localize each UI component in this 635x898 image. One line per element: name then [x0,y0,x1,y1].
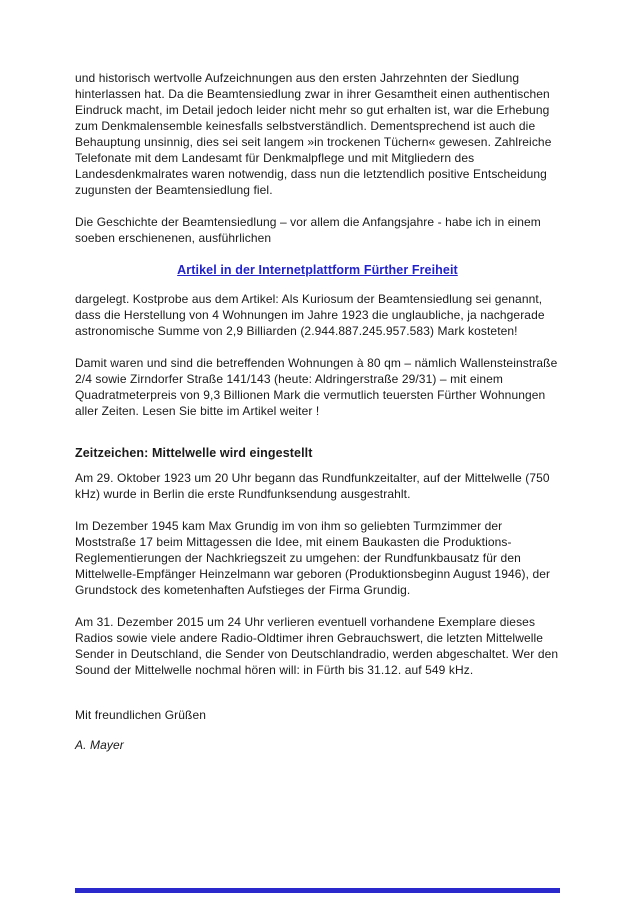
section-paragraph-3: Am 31. Dezember 2015 um 24 Uhr verlieren eventuell vorhandene Exemplare dieses Radios sowie viele andere Radio-Oldtimer ihren Gebrauchswert, die letzten Mittelwelle Sender in Deutschland, die Sender von Deutschlandradio, werden abgeschaltet. Wer den Sound der Mittelwelle nochmal hören will: in Fürth bis 31.12. auf 549 kHz. [75,615,559,677]
footer-divider-bar [75,888,560,893]
intro-paragraph-1: und historisch wertvolle Aufzeichnungen aus den ersten Jahrzehnten der Siedlung hinterlassen hat. Da die Beamtensiedlung zwar in ihrer Gesamtheit einen authentischen Eindruck macht, im Detail jedoch leider nicht mehr so gut erhalten ist, war die Erhebung zum Denkmalensemble keinesfalls selbstverständlich. Dementsprechend ist auch die Behauptung unsinnig, dies sei seit langem »in trockenen Tüchern« gewesen. Zahlreiche Telefonate mit dem Landesamt für Denkmalpflege und mit Mitgliedern des Landesdenkmalrates waren notwendig, dass nun die letztendlich positive Entscheidung zugunsten der Beamtensiedlung fiel. [75,71,552,197]
section-heading: Zeitzeichen: Mittelwelle wird eingestellt [75,446,313,460]
signature: A. Mayer [75,738,124,752]
section-paragraph-1: Am 29. Oktober 1923 um 20 Uhr begann das Rundfunkzeitalter, auf der Mittelwelle (750 kHz) wurde in Berlin die erste Rundfunksendung ausgestrahlt. [75,471,550,501]
closing-salutation: Mit freundlichen Grüßen [75,708,207,722]
link-line [75,262,560,278]
section-paragraph-2: Im Dezember 1945 kam Max Grundig im von ihm so geliebten Turmzimmer der Moststraße 17 beim Mittagessen die Idee, mit einem Baukasten die Produktions-Reglementierungen der Nachkriegszeit zu umgehen: der Rundfunkbausatz für den Mittelwelle-Empfänger Heinzelmann war geboren (Produktionsbeginn August 1946), der Grundstock des kometenhaften Aufstieges der Firma Grundig. [75,519,551,597]
article-paragraph-2: Damit waren und sind die betreffenden Wohnungen à 80 qm – nämlich Wallensteinstraße 2/4 sowie Zirndorfer Straße 141/143 (heute: Aldringerstraße 29/31) – mit einem Quadratmeterpreis von 9,3 Billionen Mark die vermutlich teuersten Fürther Wohnungen aller Zeiten. Lesen Sie bitte im Artikel weiter ! [75,356,558,418]
article-paragraph-1: dargelegt. Kostprobe aus dem Artikel: Als Kuriosum der Beamtensiedlung sei genannt, dass die Herstellung von 4 Wohnungen im Jahre 1923 die unglaubliche, ja nachgerade astronomische Summe von 2,9 Billiarden (2.944.887.245.957.583) Mark kosteten! [75,292,545,338]
article-hyperlink[interactable]: Artikel in der Internetplattform Fürther Freiheit [177,263,458,277]
intro-paragraph-2: Die Geschichte der Beamtensiedlung – vor allem die Anfangsjahre - habe ich in einem soeben erschienenen, ausführlichen [75,215,541,245]
